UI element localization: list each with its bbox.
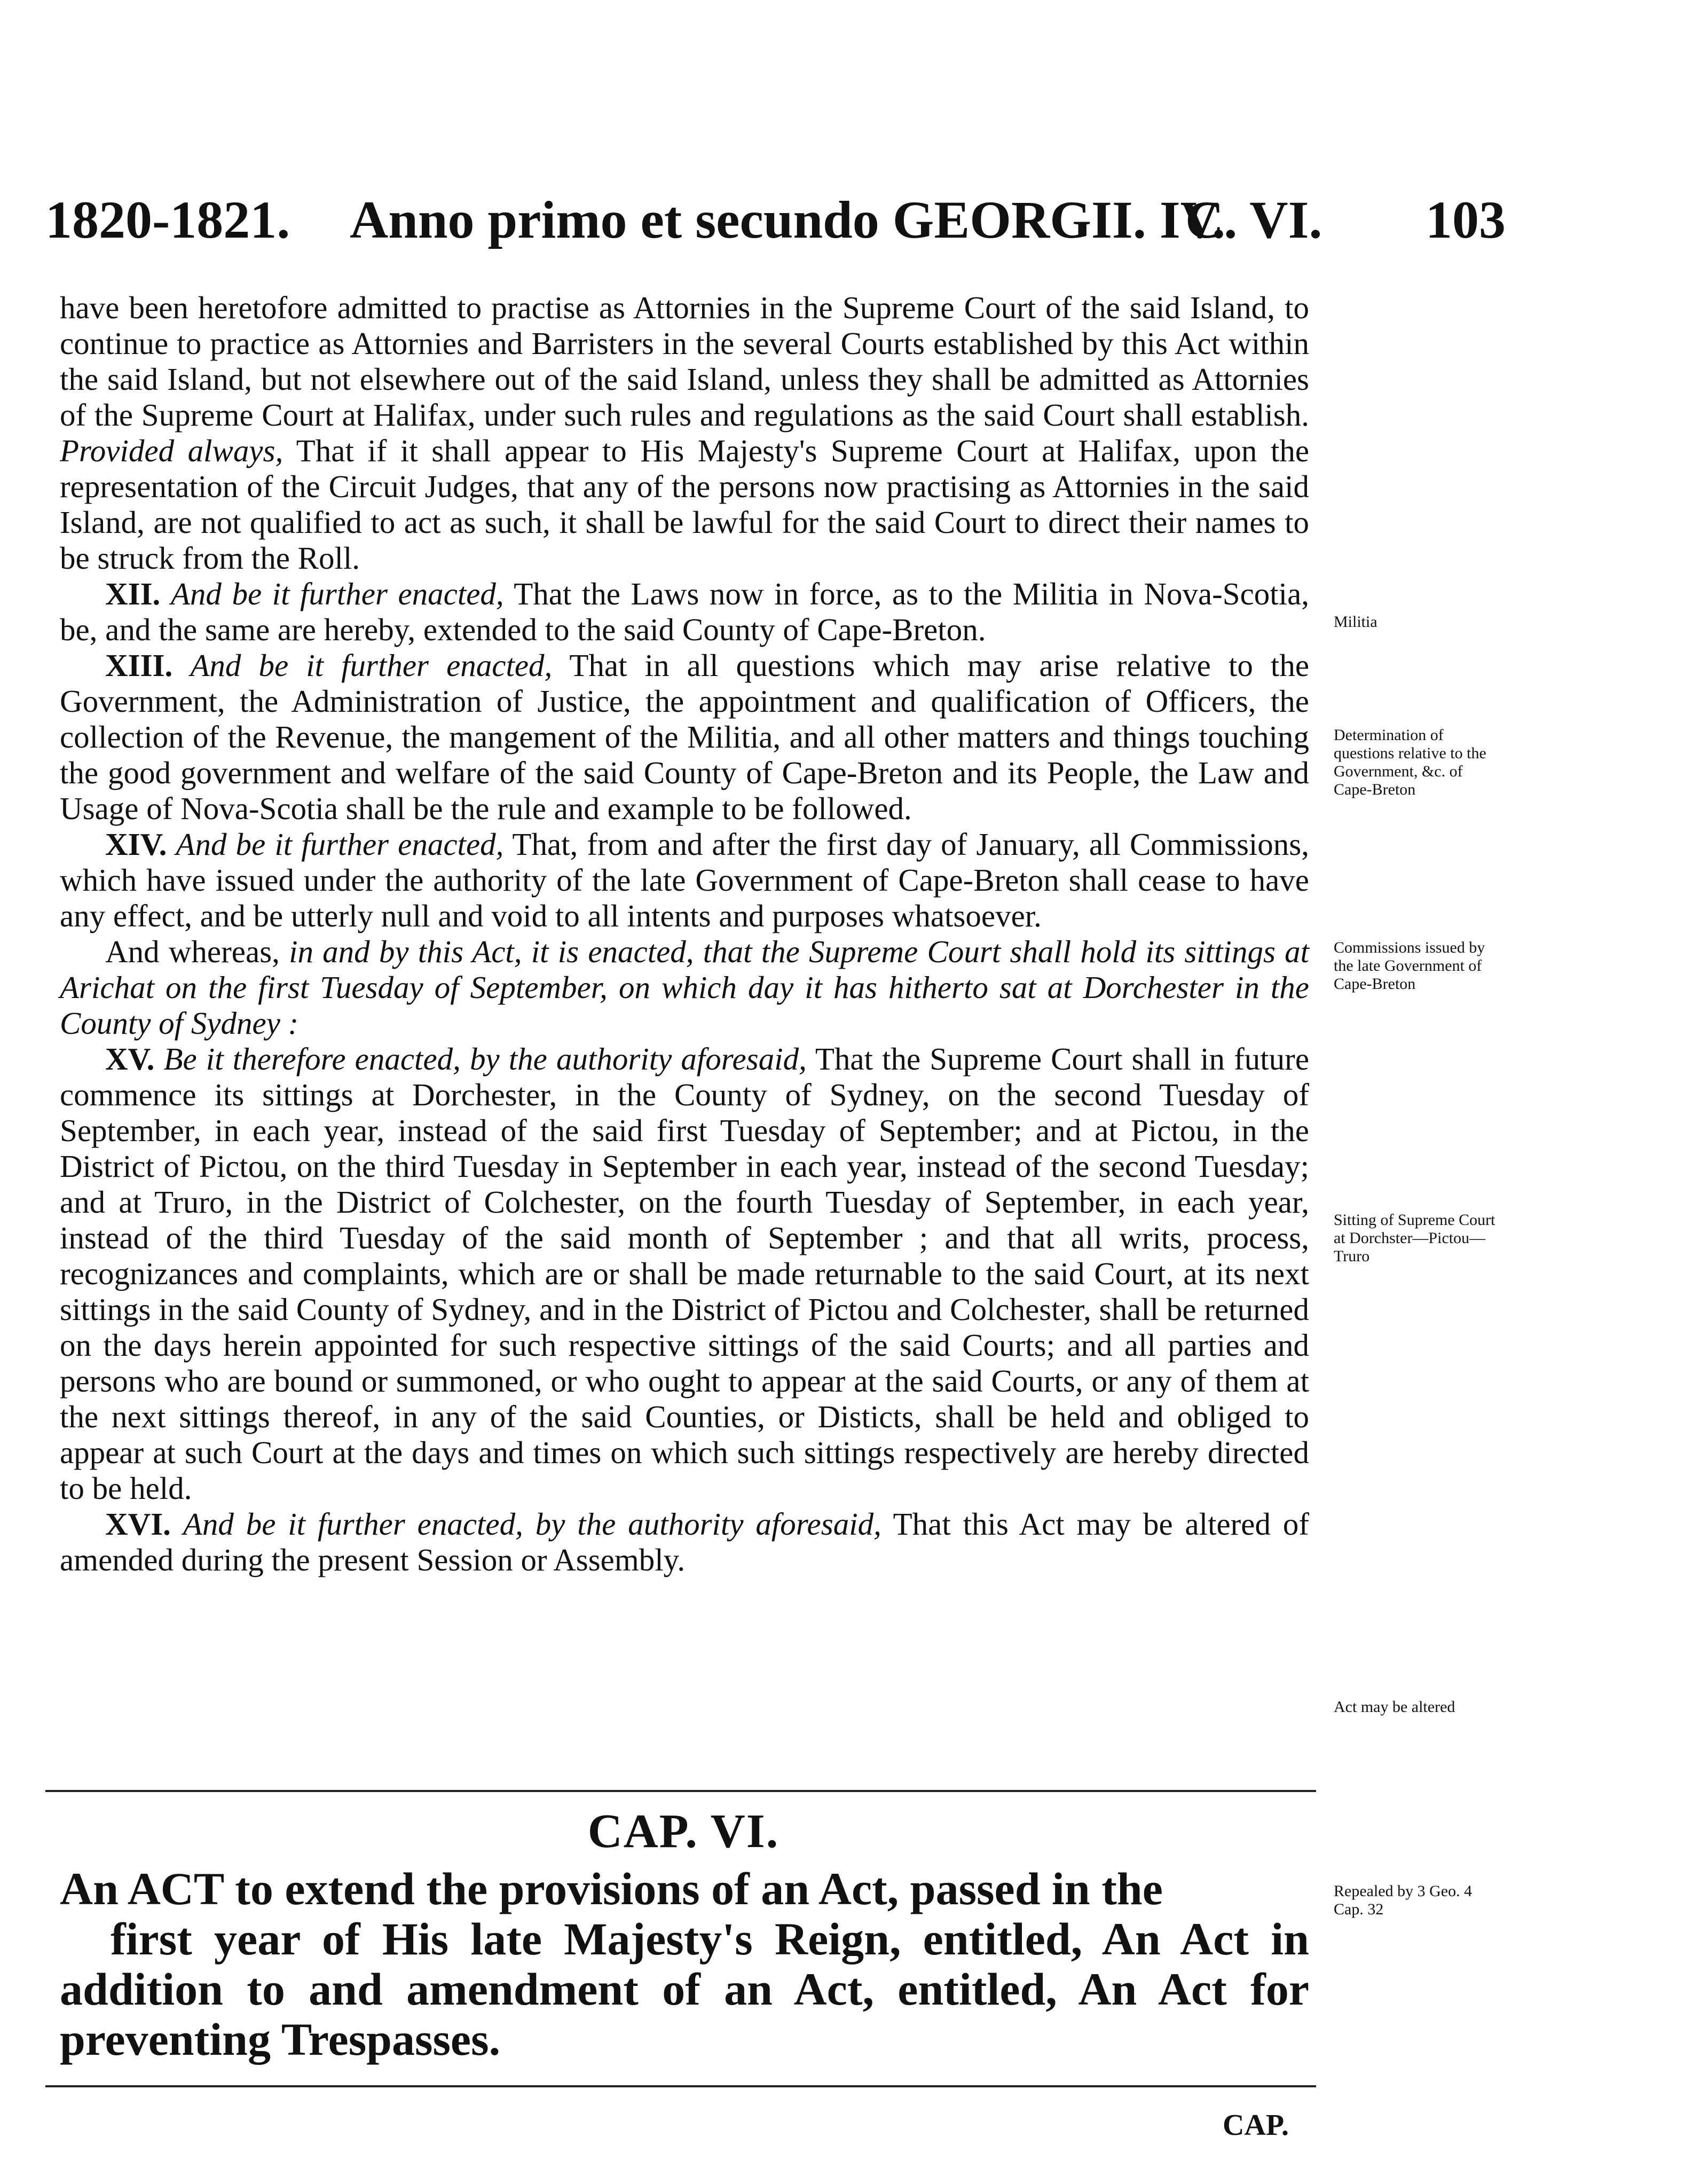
section-text: That the Supreme Court shall in future commence its sittings at Dorchester, in the County of Sydney, on the second Tuesday of September, in each year, instead of the said first Tuesday of September; and at Pictou, in the District of Pictou, on the third Tuesday in September in each year, instead of the second Tuesday; and at Truro, in the District of Colchester, on the fourth Tuesday of September, in each year, instead of the third Tuesday of the said month of September ; and that all writs, process, recognizances and complaints, which are or shall be made returnable to the said Court, at its next sittings in the said County of Sydney, and in the District of Pictou and Colchester, shall be returned on the days herein appointed for such respective sittings of the said Courts; and all parties and persons who are bound or summoned, or who ought to appear at the said Courts, or any of them at the next sittings thereof, in any of the said Counties, or Disticts, shall be held and obliged to appear at such Court at the days and times on which such sittings respectively are hereby directed to be held. — [60, 1041, 1310, 1506]
section-number: XII. — [105, 576, 161, 611]
section-number: XV. — [105, 1041, 155, 1077]
enacting-phrase: And be it further enacted, — [176, 827, 504, 862]
enacting-phrase: And be it further enacted, — [190, 648, 553, 683]
proviso-phrase: Provided always, — [60, 433, 284, 468]
section-14 — [60, 827, 1309, 934]
act-title — [60, 1864, 1309, 2064]
running-head-chapter: C. VI. — [1185, 190, 1322, 249]
running-head — [45, 188, 1506, 252]
enacting-phrase: And be it further enacted, — [170, 576, 504, 611]
proviso-text: That if it shall appear to His Majesty's Supreme Court at Halifax, upon the representation of the Circuit Judges, that any of the persons now practising as Attornies in the said Island, are not qualified to act as such, it shall be lawful for the said Court to direct their names to be struck from the Roll. — [60, 433, 1310, 576]
act-title-line-1: An ACT to extend the provisions of an Act, passed in the — [60, 1863, 1163, 1914]
section-number: XVI. — [105, 1506, 171, 1542]
section-16 — [60, 1506, 1309, 1578]
whereas-lead: And whereas, — [105, 934, 280, 969]
act-title-rest: first year of His late Majesty's Reign, entitled, An Act in addition to and amendment of an Act, entitled, An Act for preventing Trespasses. — [60, 1913, 1309, 2065]
section-text: That this Act may be altered of amended during the present Session or Assembly. — [60, 1506, 1310, 1577]
margin-note-repealed: Repealed by 3 Geo. 4 Cap. 32 — [1334, 1882, 1473, 1918]
divider-rule — [45, 1790, 1316, 1792]
catchword: CAP. — [1223, 2109, 1289, 2142]
section-number: XIII. — [105, 648, 173, 683]
running-head-title: Anno primo et secundo GEORGII. IV. — [350, 190, 1226, 249]
chapter-heading: CAP. VI. — [587, 1805, 779, 1858]
divider-rule-bottom — [45, 2085, 1316, 2087]
margin-note-commissions: Commissions issued by the late Government of Cape-Breton — [1334, 939, 1485, 993]
section-text: That the Laws now in force, as to the Militia in Nova-Scotia, be, and the same are hereby, extended to the said County of Cape-Breton. — [60, 576, 1310, 647]
section-text: That in all questions which may arise relative to the Government, the Administration of Justice, the appointment and qualification of Officers, the collection of the Revenue, the mangement of the Militia, and all other matters and things touching the good government and welfare of the said County of Cape-Breton and its People, the Law and Usage of Nova-Scotia shall be the rule and example to be followed. — [60, 648, 1310, 826]
enacting-phrase: Be it therefore enacted, by the authority aforesaid, — [163, 1041, 807, 1077]
whereas-clause — [60, 934, 1309, 1041]
margin-note-determination: Determination of questions relative to the Government, &c. of Cape-Breton — [1334, 726, 1486, 798]
section-15 — [60, 1041, 1309, 1506]
running-head-years: 1820-1821. — [45, 190, 290, 249]
margin-note-militia: Militia — [1334, 613, 1377, 631]
margin-note-altered: Act may be altered — [1334, 1698, 1455, 1716]
margin-note-sitting: Sitting of Supreme Court at Dorchster—Pictou—Truro — [1334, 1211, 1495, 1265]
body-text — [60, 290, 1309, 1578]
enacting-phrase: And be it further enacted, by the authority aforesaid, — [183, 1506, 881, 1542]
paragraph-continuation — [60, 290, 1309, 576]
section-12 — [60, 576, 1309, 648]
continuation-text: have been heretofore admitted to practise as Attornies in the Supreme Court of the said Island, to continue to practice as Attornies and Barristers in the several Courts established by this Act within the said Island, but not elsewhere out of the said Island, unless they shall be admitted as Attornies of the Supreme Court at Halifax, under such rules and regulations as the said Court shall establish. — [60, 290, 1309, 433]
page-number: 103 — [1426, 190, 1506, 249]
whereas-text: in and by this Act, it is enacted, that the Supreme Court shall hold its sittings at Arichat on the first Tuesday of September, on which day it has hitherto sat at Dorchester in the County of Sydney : — [60, 934, 1310, 1041]
section-13 — [60, 648, 1309, 827]
section-number: XIV. — [105, 827, 167, 862]
section-text: That, from and after the first day of January, all Commissions, which have issued under the authority of the late Government of Cape-Breton shall cease to have any effect, and be utterly null and void to all intents and purposes whatsoever. — [60, 827, 1310, 933]
